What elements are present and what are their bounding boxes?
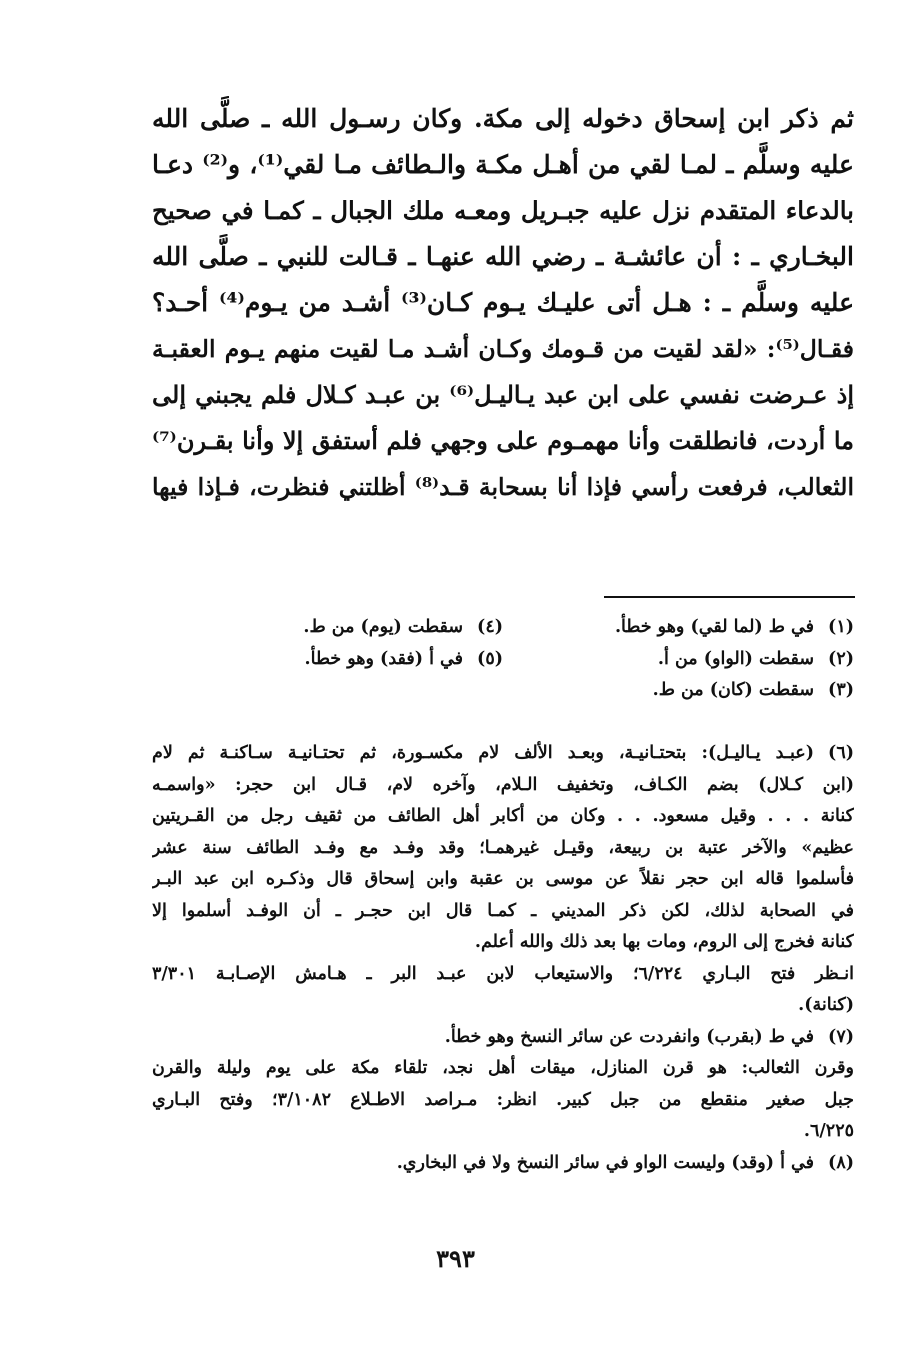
footnote-text: سقطت (كان) من ط.	[652, 680, 814, 700]
footnote-2	[503, 644, 854, 676]
footnote-number: (٦)	[828, 743, 854, 763]
footnote-column-right	[503, 644, 854, 707]
main-text	[152, 96, 854, 510]
footnote-text: (عبـد يـاليـل): بتحتـانيـة، وبعـد الألف لام مكسـورة، ثم تحتـانيـة سـاكنـة ثم لام	[152, 743, 814, 763]
footnote-divider	[604, 596, 855, 598]
footnote-text: ٦/٢٢٥.	[803, 1121, 854, 1141]
footnotes	[152, 612, 854, 1179]
footnote-4	[152, 612, 503, 644]
footnote-text: عظيم» والآخر عتبة بن ربيعة، وقيـل غيرهمـا؛ وقد وفـد مع وفـد الطائف سنة عشر	[152, 837, 854, 858]
footnote-7	[152, 1022, 854, 1054]
footnote-text: جبل صغير منقطع من جبل كبير. انظر: مـراصد الاطـلاع ٣/١٠٨٢؛ وفتح البـاري	[152, 1089, 854, 1110]
footnote-3	[503, 675, 854, 707]
footnote-6	[152, 738, 854, 770]
footnote-number: (٧)	[828, 1026, 854, 1047]
page-number: ٣٩٣	[436, 1244, 475, 1273]
main-text-line: ما أردت، فانطلقت وأنا مهمـوم على وجهي فلم أستفق إلا وأنا بقـرن⁽⁷⁾	[152, 426, 854, 455]
footnote-6-continuation	[152, 770, 854, 1022]
footnote-text: في أ (وقد) وليست الواو في سائر النسخ ولا في البخاري.	[396, 1152, 814, 1173]
footnote-text: كنانة . . . وقيل مسعود. . . وكان من أكابر أهل الطائف من ثقيف رجل من القـريتين	[152, 806, 854, 826]
footnote-text: انـظر فتح البـاري ٦/٢٢٤؛ والاستيعاب لابن عبـد البر ـ هـامش الإصـابـة ٣/٣٠١	[152, 963, 854, 984]
footnote-number: (٨)	[828, 1152, 854, 1173]
main-text-line: بالدعاء المتقدم نزل عليه جبـريل ومعـه ملك الجبال ـ كمـا في صحيح	[152, 196, 854, 225]
footnote-number: (٥)	[477, 648, 503, 669]
footnote-text: سقطت (يوم) من ط.	[303, 617, 463, 637]
footnote-number: (٣)	[828, 680, 854, 700]
footnote-5	[152, 644, 503, 676]
footnote-column-left	[152, 617, 503, 707]
main-text-line: ثم ذكر ابن إسحاق دخوله إلى مكة. وكان رسـول الله ـ صلَّى الله	[152, 104, 854, 133]
main-text-line: عليه وسلَّم ـ لمـا لقي من أهـل مكـة والـطائف مـا لقي⁽¹⁾، و⁽²⁾ دعـا	[152, 150, 854, 179]
footnote-text: (كنانة).	[798, 995, 854, 1015]
footnote-text: في ط (لما لقي) وهو خطأ.	[614, 617, 814, 637]
footnote-8	[152, 1148, 854, 1180]
footnote-number: (١)	[828, 617, 854, 637]
footnote-text: في الصحابة لذلك، لكن ذكر المديني ـ كمـا قال ابن حجـر ـ أن الوفـد أسلموا إلا	[152, 900, 854, 921]
footnote-text: (ابن كـلال) بضم الكـاف، وتخفيف الـلام، وآخره لام، قـال ابن حجر: «واسمـه	[152, 774, 854, 795]
main-text-line: البخـاري ـ : أن عائشـة ـ رضي الله عنهـا ـ قـالت للنبي ـ صلَّى الله	[152, 242, 854, 271]
main-text-line: عليه وسلَّم ـ : هـل أتى عليـك يـوم كـان⁽³⁾ أشـد من يـوم⁽⁴⁾ أحـد؟	[152, 288, 854, 317]
footnote-text: في ط (بقرب) وانفردت عن سائر النسخ وهو خطأ.	[444, 1026, 814, 1047]
footnote-number: (٢)	[828, 648, 854, 669]
footnote-text: وقرن الثعالب: هو قرن المنازل، ميقات أهل نجد، تلقاء مكة على يوم وليلة والقرن	[152, 1058, 854, 1078]
main-text-line: الثعالب، فرفعت رأسي فإذا أنا بسحابة قـد⁽⁸⁾ أظلتني فنظرت، فـإذا فيها	[152, 473, 854, 501]
footnote-text: في أ (فقد) وهو خطأ.	[304, 648, 463, 669]
footnote-text: كنانة فخرج إلى الروم، ومات بها بعد ذلك والله أعلم.	[474, 932, 854, 952]
main-text-line: إذ عـرضت نفسي على ابن عبد يـاليـل⁽⁶⁾ بن عبـد كـلال فلم يجبني إلى	[152, 380, 854, 409]
footnote-text: فأسلموا قاله ابن حجر نقلاً عن موسى بن عقبة وابن إسحاق قال وذكـره ابن عبد البـر	[152, 869, 854, 889]
footnote-7-continuation	[152, 1053, 854, 1148]
main-text-line: فقـال⁽⁵⁾: «لقد لقيت من قـومك وكـان أشـد مـا لقيت منهم يـوم العقبـة	[152, 335, 854, 363]
footnote-text: سقطت (الواو) من أ.	[657, 648, 814, 669]
footnote-number: (٤)	[477, 617, 503, 637]
